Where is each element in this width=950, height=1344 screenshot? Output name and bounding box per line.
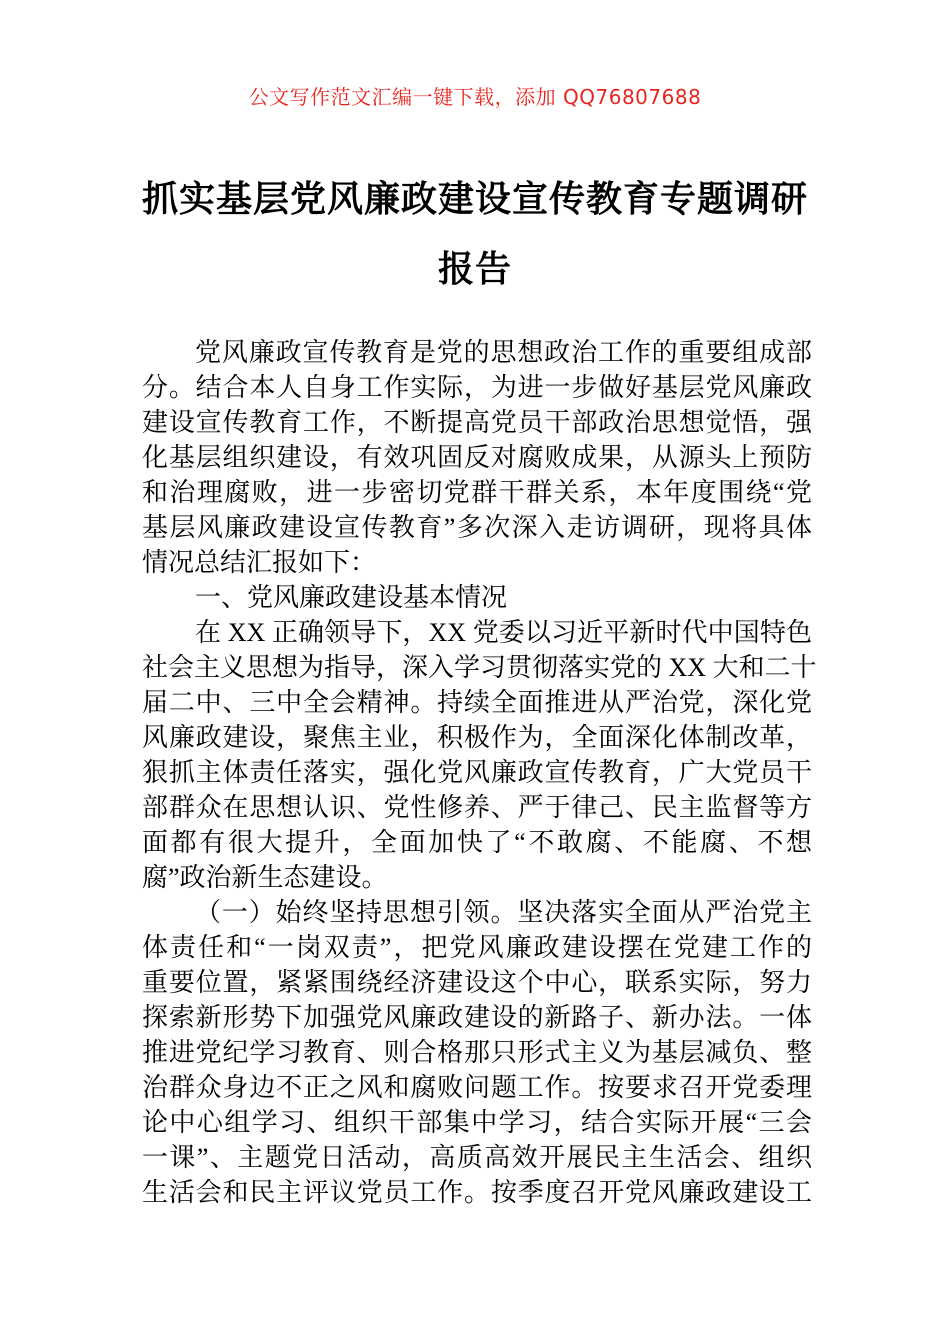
body-line: 部群众在思想认识、党性修养、严于律己、民主监督等方 [142, 793, 812, 822]
body-line: 分。结合本人自身工作实际，为进一步做好基层党风廉政 [142, 373, 812, 402]
title-line-1: 抓实基层党风廉政建设宣传教育专题调研 [141, 179, 808, 220]
body-line: 情况总结汇报如下： [142, 548, 377, 577]
body-line: 重要位置，紧紧围绕经济建设这个中心，联系实际，努力 [142, 968, 812, 997]
body-line: （一）始终坚持思想引领。坚决落实全面从严治党主 [195, 898, 812, 927]
body-line: 化基层组织建设，有效巩固反对腐败成果，从源头上预防 [142, 443, 812, 472]
body-line: 狠抓主体责任落实，强化党风廉政宣传教育，广大党员干 [142, 758, 812, 787]
body-line: 党风廉政宣传教育是党的思想政治工作的重要组成部 [195, 338, 812, 367]
document-body [142, 335, 817, 1210]
body-line: 生活会和民主评议党员工作。按季度召开党风廉政建设工 [142, 1178, 812, 1207]
body-line: 基层风廉政建设宣传教育”多次深入走访调研，现将具体 [142, 513, 812, 542]
body-line: 和治理腐败，进一步密切党群干群关系，本年度围绕“党 [142, 478, 812, 507]
red-promo-notice: 公文写作范文汇编一键下载，添加 QQ76807688 [248, 85, 702, 109]
body-line: 届二中、三中全会精神。持续全面推进从严治党，深化党 [142, 688, 812, 717]
body-line: 社会主义思想为指导，深入学习贯彻落实党的 XX 大和二十 [142, 653, 817, 682]
body-line: 治群众身边不正之风和腐败问题工作。按要求召开党委理 [142, 1073, 812, 1102]
body-line: 体责任和“一岗双责”，把党风廉政建设摆在党建工作的 [142, 933, 812, 962]
body-line: 推进党纪学习教育、则合格那只形式主义为基层减负、整 [142, 1038, 812, 1067]
body-line: 风廉政建设，聚焦主业，积极作为，全面深化体制改革， [142, 723, 812, 752]
document-title [70, 165, 880, 305]
body-line: 腐”政治新生态建设。 [142, 863, 388, 892]
body-line: 在 XX 正确领导下，XX 党委以习近平新时代中国特色 [195, 618, 812, 647]
section-heading: 一、党风廉政建设基本情况 [195, 583, 508, 612]
body-line: 一课”、主题党日活动，高质高效开展民主生活会、组织 [142, 1143, 812, 1172]
body-line: 论中心组学习、组织干部集中学习，结合实际开展“三会 [142, 1108, 812, 1137]
body-line: 面都有很大提升，全面加快了“不敢腐、不能腐、不想 [142, 828, 812, 857]
body-line: 建设宣传教育工作，不断提高党员干部政治思想觉悟，强 [142, 408, 812, 437]
body-line: 探索新形势下加强党风廉政建设的新路子、新办法。一体 [142, 1003, 812, 1032]
title-line-2: 报告 [437, 249, 512, 290]
